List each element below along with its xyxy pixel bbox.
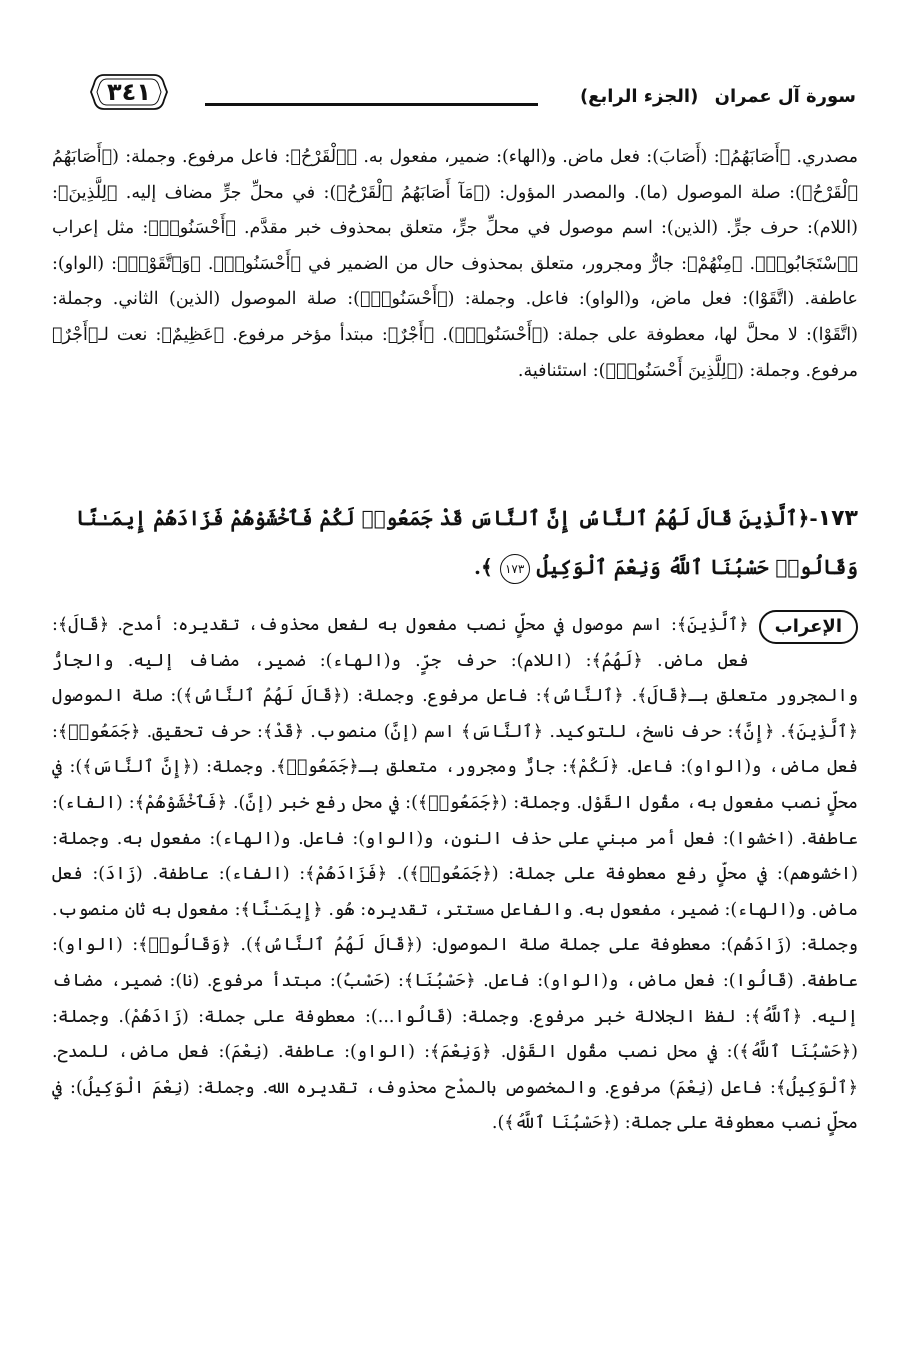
running-header (536, 86, 856, 107)
page-number-frame (90, 72, 168, 112)
ayah-end-marker: ١٧٣ (500, 554, 530, 584)
header-rule (205, 103, 538, 106)
part-title: (الجزء الرابع) (579, 86, 699, 107)
verse-close: ﴾. (473, 555, 493, 579)
irab-text: ﴿ٱلَّذِينَ﴾: اسم موصول في محلٍّ نصب مفعول به لفعل محذوف، تقديره: أمدح. ﴿قَالَ﴾: فعل ماض. ﴿لَهُمُ﴾: (اللام): حرف جرٍّ. و(الهاء): ضمير، مضاف إليه. والجارُّ والمجرور متعلق بـ﴿قَالَ﴾. ﴿ٱلنَّاسُ﴾: فاعل مرفوع. وجملة: (﴿قَالَ لَهُمُ ٱلنَّاسُ﴾): صلة الموصول ﴿ٱلَّذِينَ﴾. ﴿إِنَّ﴾: حرف ناسخ، للتوكيد. ﴿ٱلنَّاسَ﴾ اسم (إنَّ) منصوب. ﴿قَدْ﴾: حرف تحقيق. ﴿جَمَعُوا۟﴾: فعل ماض، و(الواو): فاعل. ﴿لَكُمْ﴾: جارٌّ ومجرور، متعلق بـ﴿جَمَعُوا۟﴾. وجملة: (﴿إِنَّ ٱلنَّاسَ﴾): في محلٍّ نصب مفعول به، مقُول القَوْل. وجملة: (﴿جَمَعُوا۟﴾): في محل رفع خبر (إنَّ). ﴿فَٱخْشَوْهُمْ﴾: (الفاء): عاطفة. (اخشوا): فعل أمر مبني على حذف النون، و(الواو): فاعل. و(الهاء): مفعول به. وجملة: (اخشوهم): في محلٍّ رفع معطوفة على جملة: (﴿جَمَعُوا۟﴾). ﴿فَزَادَهُمْ﴾: (الفاء): عاطفة. (زَادَ): فعل ماض. و(الهاء): ضمير، مفعول به. والفاعل مستتر، تقديره: هُو. ﴿إِيمَـٰنًا﴾: مفعول به ثان منصوب. وجملة: (زَادَهُم): معطوفة على جملة صلة الموصول: (﴿قَالَ لَهُمُ ٱلنَّاسُ﴾). ﴿وَقَالُوا۟﴾: (الواو): عاطفة. (قَالُوا): فعل ماض، و(الواو): فاعل. ﴿حَسْبُنَا﴾: (حَسْبُ): مبتدأ مرفوع. (نا): ضمير، مضاف إليه. ﴿ٱللَّهُ﴾: لفظ الجلالة خبر مرفوع. وجملة: (قَالُوا...): معطوفة على جملة: (زَادَهُمْ). وجملة: (﴿حَسْبُنَا ٱللَّهُ﴾): في محل نصب مقُول القَوْل. ﴿وَنِعْمَ﴾: (الواو): عاطفة. (نِعْمَ): فعل ماض، للمدح. ﴿ٱلْوَكِيلُ﴾: فاعل (نِعْمَ) مرفوع. والمخصوص بالمدْح محذوف، تقديره الله. وجملة: (نِعْمَ الْوَكِيلُ): في محلٍّ نصب معطوفة على جملة: (﴿حَسْبُنَا ٱللَّهُ﴾). (52, 615, 858, 1134)
verse-text: ﴿ٱلَّذِينَ قَالَ لَهُمُ ٱلنَّاسُ إِنَّ ٱلنَّاسَ قَدْ جَمَعُوا۟ لَكُمْ فَٱخْشَوْهُمْ فَزَادَهُمْ إِيمَـٰنًا وَقَالُوا۟ حَسْبُنَا ٱللَّهُ وَنِعْمَ ٱلْوَكِيلُ (75, 506, 858, 579)
surah-title: سورة آل عمران (714, 86, 856, 107)
irab-paragraph (52, 608, 858, 1142)
verse-number: ١٧٣ (817, 506, 858, 531)
top-paragraph: مصدري. ﴿أَصَابَهُمُ﴾: (أَصَابَ): فعل ماض. و(الهاء): ضمير، مفعول به. ﴿ٱلْقَرْحُ﴾: فاعل مرفوع. وجملة: (﴿أَصَابَهُمُ ٱلْقَرْحُ﴾): صلة الموصول (ما). والمصدر المؤول: (﴿مَآ أَصَابَهُمُ ٱلْقَرْحُ﴾): في محلِّ جرٍّ مضاف إليه. ﴿لِلَّذِينَ﴾: (اللام): حرف جرٍّ. (الذين): اسم موصول في محلِّ جرٍّ، متعلق بمحذوف خبر مقدَّم. ﴿أَحْسَنُوا۟﴾: مثل إعراب ﴿ٱسْتَجَابُوا۟﴾. ﴿مِنْهُمْ﴾: جارٌّ ومجرور، متعلق بمحذوف حال من الضمير في ﴿أَحْسَنُوا۟﴾. ﴿وَٱتَّقَوْا۟﴾: (الواو): عاطفة. (اتَّقَوْا): فعل ماض، و(الواو): فاعل. وجملة: (﴿أَحْسَنُوا۟﴾): صلة الموصول (الذين) الثاني. وجملة: (اتَّقَوْا): لا محلَّ لها، معطوفة على جملة: (﴿أَحْسَنُوا۟﴾). ﴿أَجْرٌ﴾: مبتدأ مؤخر مرفوع. ﴿عَظِيمٌ﴾: نعت لـ﴿أَجْرٌ﴾ مرفوع. وجملة: (﴿لِلَّذِينَ أَحْسَنُوا۟﴾): استئنافية. (52, 147, 858, 381)
irab-label-badge: الإعراب (759, 610, 858, 644)
verse-173: ١٧٣-﴿ٱلَّذِينَ قَالَ لَهُمُ ٱلنَّاسُ إِنَّ ٱلنَّاسَ قَدْ جَمَعُوا۟ لَكُمْ فَٱخْشَوْهُمْ فَزَادَهُمْ إِيمَـٰنًا وَقَالُوا۟ حَسْبُنَا ٱللَّهُ وَنِعْمَ ٱلْوَكِيلُ ١٧٣ ﴾. (52, 494, 858, 591)
page-number: ٣٤١ (107, 78, 151, 106)
